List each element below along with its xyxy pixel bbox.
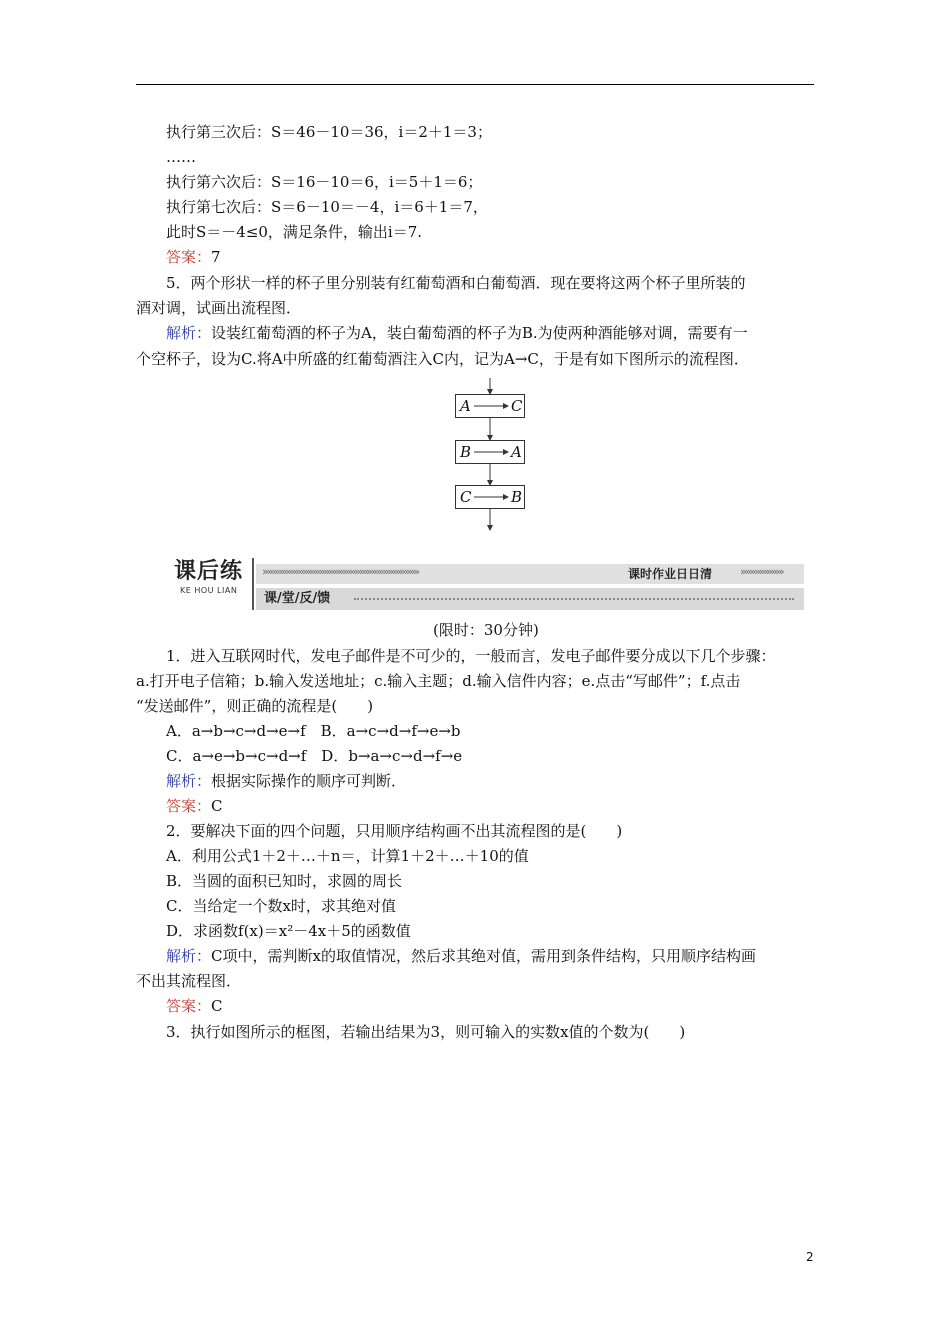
analysis-2-line-2: 不出其流程图． [136,972,242,990]
question-2-option-a: A．利用公式1＋2＋…＋n＝，计算1＋2＋…＋10的值 [166,847,529,865]
question-1-options-ab: A．a→b→c→d→e→f B．a→c→d→f→e→b [166,722,461,740]
answer-label: 答案： [166,797,212,815]
answer-label: 答案： [166,997,212,1015]
text-line: 执行第六次后：S＝16－10＝6，i＝5＋1＝6； [166,173,483,191]
text-line: 执行第七次后：S＝6－10＝－4，i＝6＋1＝7， [166,198,488,216]
section-banner [164,552,806,612]
question-2-stem: 2．要解决下面的四个问题，只用顺序结构画不出其流程图的是( ) [166,822,623,840]
question-1-line-3: “发送邮件”，则正确的流程是( ) [136,697,374,715]
analysis-text: 设装红葡萄酒的杯子为A，装白葡萄酒的杯子为B.为使两种酒能够对调，需要有一 [211,324,748,342]
banner-title: 课后练 [174,559,244,584]
answer-value: 7 [211,248,221,266]
section-title: 课/堂/反/馈 [264,591,331,606]
analysis-1-line [166,771,406,791]
chevron-decoration-icon: »»»»»»»»»»»»»»»»»»»»»»»»»»»»»»»»» [262,565,419,578]
question-2-option-d: D．求函数f(x)＝x²－4x＋5的函数值 [166,922,411,940]
flow-box-c-to-b [455,485,525,509]
question-1-line-1: 1．进入互联网时代，发电子邮件是不可少的，一般而言，发电子邮件要分成以下几个步骤： [166,647,776,665]
analysis-text: C项中，需判断x的取值情况，然后求其绝对值，需用到条件结构，只用顺序结构画 [211,947,756,965]
flow-box-a-to-c [455,394,525,418]
analysis-5-line-1 [166,323,748,343]
analysis-5-line-2: 个空杯子，设为C.将A中所盛的红葡萄酒注入C内，记为A→C，于是有如下图所示的流程图． [136,350,749,368]
analysis-label: 解析： [166,947,212,965]
banner-top-bar [256,564,804,584]
answer-1-line [166,796,223,816]
dotted-rule [354,598,794,602]
question-2-option-c: C．当给定一个数x时，求其绝对值 [166,897,396,915]
analysis-text: 根据实际操作的顺序可判断． [211,772,407,790]
time-limit: (限时：30分钟) [433,621,539,639]
ellipsis-line: …… [166,148,196,166]
text-line: 执行第三次后：S＝46－10＝36，i＝2＋1＝3； [166,123,492,141]
flowchart [430,372,550,532]
answer-line [166,247,221,267]
answer-label: 答案： [166,248,212,266]
flow-box-to: B [511,488,523,506]
question-3-stem: 3．执行如图所示的框图，若输出结果为3，则可输入的实数x值的个数为( ) [166,1023,686,1041]
answer-2-line [166,996,223,1016]
banner-divider [252,558,254,610]
flow-box-from: A [460,397,471,415]
answer-value: C [211,797,223,815]
analysis-label: 解析： [166,772,212,790]
flow-box-from: C [460,488,472,506]
chevron-decoration-icon: »»»»»»»»» [740,565,783,578]
page-number: 2 [806,1250,814,1264]
flow-box-to: A [511,443,522,461]
question-5-line-2: 酒对调，试画出流程图． [136,299,302,317]
answer-value: C [211,997,223,1015]
question-5-line-1: 5．两个形状一样的杯子里分别装有红葡萄酒和白葡萄酒．现在要将这两个杯子里所装的 [166,274,746,292]
question-1-options-cd: C．a→e→b→c→d→f D．b→a→c→d→f→e [166,747,463,765]
flow-box-from: B [460,443,472,461]
banner-label: 课时作业日日清 [628,567,713,581]
analysis-2-line-1 [166,946,756,966]
text-line: 此时S＝－4≤0，满足条件，输出i＝7. [166,223,423,241]
question-1-line-2: a.打开电子信箱；b.输入发送地址；c.输入主题；d.输入信件内容；e.点击“写邮件”；f.点击 [136,672,741,690]
banner-subtitle: KE HOU LIAN [180,586,238,595]
question-2-option-b: B．当圆的面积已知时，求圆的周长 [166,872,403,890]
flow-box-b-to-a [455,440,525,464]
header-rule [136,84,814,85]
banner-bottom-bar [256,588,804,610]
flow-box-to: C [511,397,523,415]
analysis-label: 解析： [166,324,212,342]
